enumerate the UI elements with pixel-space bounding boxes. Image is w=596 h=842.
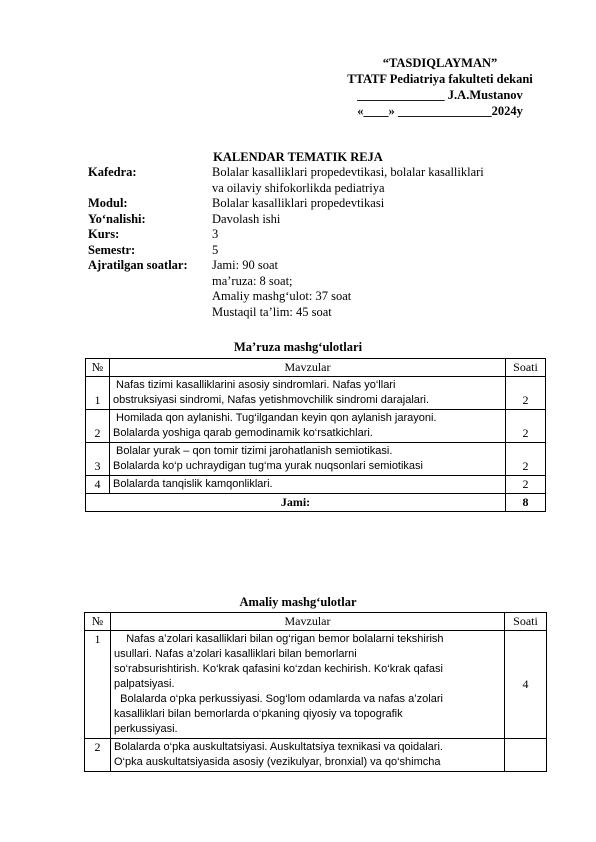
info-row-kurs [88,227,558,243]
row-number: 1 [86,377,110,410]
topic-line: Bolalarda yoshiga qarab gemodinamik ko‘rsatkichlari. [113,427,373,439]
topic-line: so‘rabsurishtirish. Ko‘krak qafasini ko‘zdan kechirish. Ko‘krak qafasi [114,663,443,675]
soatlar-value [212,258,558,320]
topic-line: usullari. Nafas a’zolari kasalliklari bilan bemorlarni [114,648,357,660]
topic-line: Bolalarda o‘pka auskultatsiyasi. Auskultatsiya texnikasi va qoidalari. [114,741,443,753]
row-hours: 2 [506,410,546,443]
col-hours-header: Soati [505,613,547,631]
table-header-row [85,613,547,631]
info-row-kafedra [88,165,558,196]
topic-line: perkussiyasi. [114,723,178,735]
row-topic [111,631,505,739]
col-topic-header: Mavzular [110,359,506,377]
row-number: 4 [86,476,110,494]
document-title: KALENDAR TEMATIK REJA [213,150,383,164]
row-hours: 4 [505,631,547,739]
topic-line: Homilada qon aylanishi. Tug‘ilgandan keyin qon aylanish jarayoni. [113,412,437,424]
row-hours: 2 [506,377,546,410]
table-header-row [86,359,546,377]
row-number: 2 [85,739,111,772]
topic-line: obstruksiyasi sindromi, Nafas yetishmovchilik sindromi darajalari. [113,394,430,406]
info-row-yonalish [88,212,558,228]
table-row [86,377,546,410]
topic-line: Bolalarda o‘pka perkussiyasi. Sog‘lom odamlarda va nafas a’zolari [114,693,443,705]
approval-heading: “TASDIQLAYMAN” [382,56,498,70]
topic-line: palpatsiyasi. [114,678,175,690]
semestr-value: 5 [212,242,219,257]
modul-value: Bolalar kasalliklari propedevtikasi [212,196,385,210]
col-topic-header: Mavzular [111,613,505,631]
row-hours: 2 [506,476,546,494]
kurs-value: 3 [212,227,219,241]
row-topic [110,377,506,410]
topic-line: Nafas tizimi kasalliklarini asosiy sindromlari. Nafas yo‘llari [113,379,396,391]
soat-practical: Amaliy mashg‘ulot: 37 soat [212,289,352,303]
row-topic [111,739,505,772]
table-row [86,410,546,443]
yonalish-label: Yo‘nalishi: [88,211,146,226]
course-info [88,165,558,320]
table-row [86,443,546,476]
lectures-title: Ma’ruza mashg‘ulotlari [233,340,363,354]
soat-independent: Mustaqil ta’lim: 45 soat [212,304,332,319]
practicals-table [84,612,547,772]
soat-lecture: ma’ruza: 8 soat; [212,273,293,288]
approval-signature-line: ______________ J.A.Mustanov [357,88,523,102]
topic-line: O‘pka auskultatsiyasida asosiy (vezikulyar, bronxial) va qo‘shimcha [114,756,441,768]
col-num-header: № [85,613,111,631]
table-row [85,631,547,739]
total-row [86,494,546,512]
topic-line: Nafas a’zolari kasalliklari bilan og‘rigan bemor bolalarni tekshirish [114,633,444,645]
info-row-soatlar [88,258,558,320]
row-topic [110,443,506,476]
yonalish-value: Davolash ishi [212,211,281,226]
col-num-header: № [86,359,110,377]
approval-position: TTATF Pediatriya fakulteti dekani [347,72,533,86]
approval-date-line: «____» _______________2024y [357,104,523,118]
kafedra-value [212,165,558,196]
info-row-semestr [88,243,558,259]
total-label: Jami: [86,494,506,512]
topic-line: Bolalarda ko‘p uchraydigan tug‘ma yurak nuqsonlari semiotikasi [113,460,423,472]
kafedra-value-line-2: va oilaviy shifokorlikda pediatriya [212,180,385,195]
row-number: 3 [86,443,110,476]
row-number: 2 [86,410,110,443]
topic-line: Bolalarda tanqislik kamqonliklari. [113,478,273,490]
semestr-label: Semestr: [88,242,136,257]
row-number: 1 [85,631,111,739]
col-hours-header: Soati [506,359,546,377]
topic-line: Bolalar yurak – qon tomir tizimi jarohatlanish semiotikasi. [113,445,393,457]
lectures-table [85,358,546,512]
kurs-label: Kurs: [88,227,120,241]
total-value: 8 [506,494,546,512]
row-hours [505,739,547,772]
row-hours: 2 [506,443,546,476]
row-topic [110,410,506,443]
approval-block [320,55,560,119]
practicals-title: Amaliy mashg‘ulotlar [239,595,357,609]
topic-line: kasalliklari bilan bemorlarda o‘pkaning qiyosiy va topografik [114,708,403,720]
kafedra-value-line-1: Bolalar kasalliklari propedevtikasi, bolalar kasalliklari [212,165,484,179]
table-row [86,476,546,494]
soatlar-label: Ajratilgan soatlar: [88,258,188,272]
info-row-modul [88,196,558,212]
modul-label: Modul: [88,196,128,210]
table-row [85,739,547,772]
soat-total: Jami: 90 soat [212,258,278,272]
row-topic [110,476,506,494]
kafedra-label: Kafedra: [88,165,137,179]
